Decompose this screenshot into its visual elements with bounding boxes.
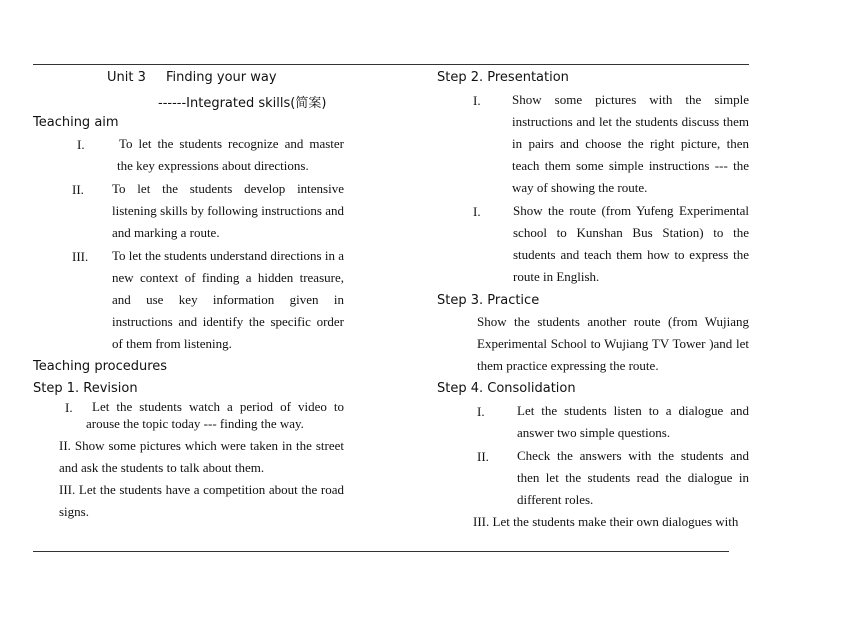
step3-heading: Step 3. Practice [437, 293, 540, 308]
step4-item-3-text: Let the students make their own dialogues with [492, 514, 739, 529]
aim-1-number: I. [77, 137, 85, 152]
aim-3-number: III. [72, 249, 89, 264]
step1-item-3-text: Let the students have a competition about the road signs. [59, 482, 345, 519]
step1-heading: Step 1. Revision [33, 381, 138, 396]
step4-item-2-text: Check the answers with the students and then let the students read the dialogue in different roles. [517, 448, 749, 507]
unit-subtitle: ------Integrated skills(简案) [158, 96, 327, 111]
unit-title: Finding your way [166, 70, 277, 85]
step4-item-3 [473, 511, 749, 533]
step2-item-2-number: I. [473, 204, 481, 219]
step2-item-1-number: I. [473, 93, 481, 108]
aim-2-text: To let the students develop intensive listening skills by following instructions and and marking a route. [112, 181, 344, 240]
step1-item-2 [59, 435, 344, 479]
step4-item-1-text: Let the students listen to a dialogue and answer two simple questions. [517, 403, 749, 440]
step4-item-2-number: II. [477, 449, 489, 464]
aim-3-text: To let the students understand directions in a new context of finding a hidden treasure, and use key information given in instructions and identify the specific order of them from listening. [112, 248, 344, 351]
step1-item-3 [59, 479, 344, 523]
top-rule [33, 64, 749, 65]
aim-1-text: To let the students recognize and master the key expressions about directions. [117, 136, 344, 173]
step2-heading: Step 2. Presentation [437, 70, 569, 85]
step4-item-3-number: III. [473, 514, 490, 529]
teaching-aim-heading: Teaching aim [33, 115, 119, 130]
unit-label: Unit 3 [107, 70, 146, 85]
step4-item-1-number: I. [477, 404, 485, 419]
step1-item-1-number: I. [65, 400, 73, 415]
step1-item-3-number: III. [59, 482, 76, 497]
bottom-rule [33, 551, 729, 552]
teaching-procedures-heading: Teaching procedures [33, 359, 168, 374]
step1-item-1-text: Let the students watch a period of video to arouse the topic today --- finding the way. [86, 399, 344, 431]
step1-item-2-number: II. [59, 438, 71, 453]
step2-item-1-text: Show some pictures with the simple instructions and let the students discuss them in pairs and choose the right picture, then teach them some simple instructions --- the way of showing the route. [512, 92, 749, 195]
step3-text: Show the students another route (from Wujiang Experimental School to Wujiang TV Tower )and let them practice expressing the route. [477, 314, 749, 373]
step4-heading: Step 4. Consolidation [437, 381, 576, 396]
aim-2-number: II. [72, 182, 84, 197]
step1-item-2-text: Show some pictures which were taken in the street and ask the students to talk about them. [59, 438, 344, 475]
step2-item-2-text: Show the route (from Yufeng Experimental school to Kunshan Bus Station) to the students and teach them how to express the route in English. [513, 203, 749, 284]
